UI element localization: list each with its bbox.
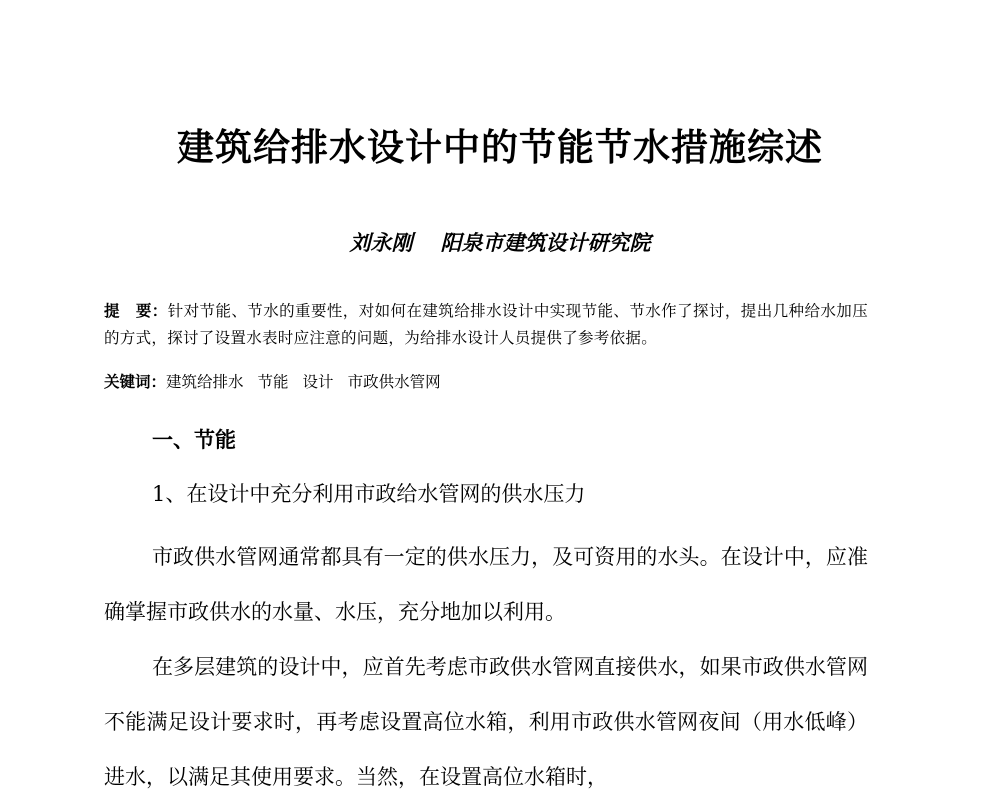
body-text	[104, 530, 868, 805]
abstract	[104, 298, 868, 352]
abstract-text: 针对节能、节水的重要性，对如何在建筑给排水设计中实现节能、节水作了探讨，提出几种给水加压的方式，探讨了设置水表时应注意的问题，为给排水设计人员提供了参考依据。	[104, 302, 869, 347]
author-line	[0, 228, 1000, 258]
section-heading: 一、节能	[152, 428, 236, 452]
keyword: 市政供水管网	[347, 373, 441, 391]
keywords-label: 关键词：	[104, 373, 167, 391]
paragraph: 市政供水管网通常都具有一定的供水压力，及可资用的水头。在设计中，应准确掌握市政供水的水量、水压，充分地加以利用。	[104, 545, 868, 624]
paragraph: 在多层建筑的设计中，应首先考虑市政供水管网直接供水，如果市政供水管网不能满足设计要求时，再考虑设置高位水箱，利用市政供水管网夜间（用水低峰）进水，以满足其使用要求。当然，在设置高位水箱时，	[104, 655, 868, 789]
keyword: 建筑给排水	[166, 373, 244, 391]
keyword: 设计	[302, 373, 334, 391]
keywords	[104, 369, 868, 396]
author-name: 刘永刚	[349, 230, 413, 255]
author-institution: 阳泉市建筑设计研究院	[440, 230, 651, 255]
abstract-label: 提 要：	[104, 302, 168, 320]
subsection-heading: 1、在设计中充分利用市政给水管网的供水压力	[152, 482, 586, 506]
keyword: 节能	[257, 373, 289, 391]
paper-title: 建筑给排水设计中的节能节水措施综述	[177, 126, 823, 169]
